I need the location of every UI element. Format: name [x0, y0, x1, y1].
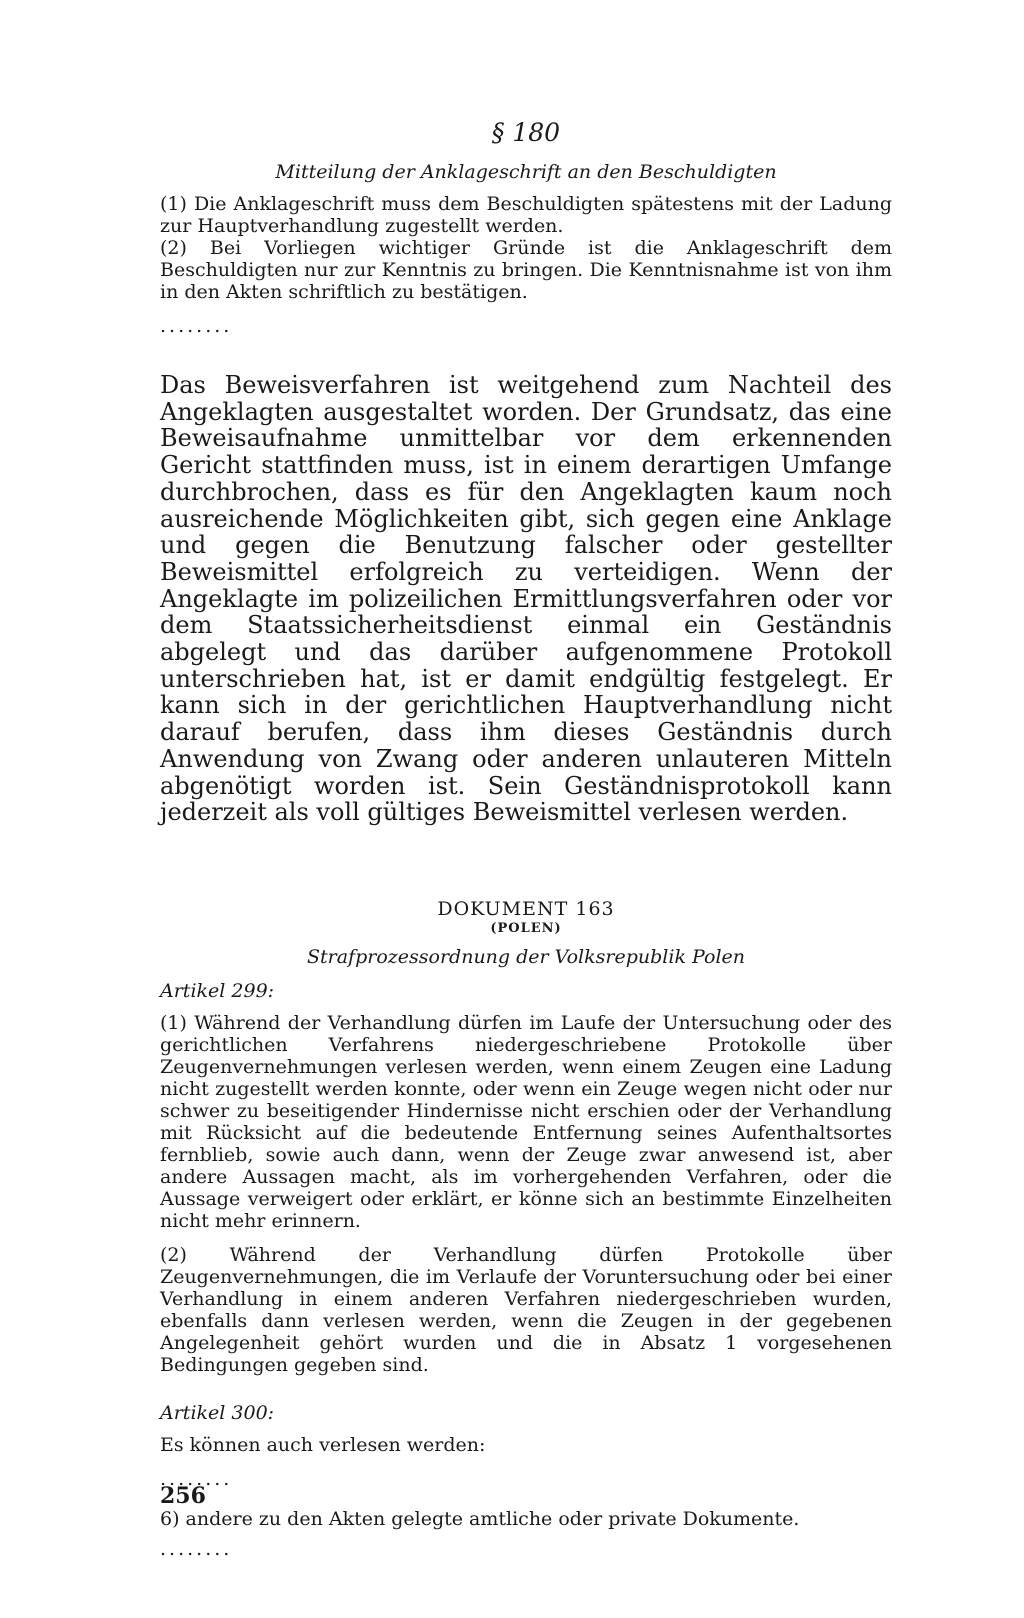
- page-number: 256: [160, 1483, 206, 1509]
- document-title: Strafprozessordnung der Volksrepublik Polen: [306, 945, 746, 968]
- commentary-paragraph: Das Beweisverfahren ist weitgehend zum Nachteil des Angeklagten ausgestaltet worden. Der Grundsatz, das eine Beweisaufnahme unmittelbar vor dem erkennenden Gericht stattfinden muss, ist in einem derartigen Umfange durchbrochen, dass es für den Angeklagten kaum noch ausreichende Möglichkeiten gibt, sich gegen eine Anklage und gegen die Benutzung falscher oder gestellter Beweismittel erfolgreich zu verteidigen. Wenn der Angeklagte im polizeilichen Ermittlungsverfahren oder vor dem Staatssicherheitsdienst einmal ein Geständnis abgelegt und das darüber aufgenommene Protokoll unterschrieben hat, ist er damit endgültig festgelegt. Er kann sich in der gerichtlichen Hauptverhandlung nicht darauf berufen, dass ihm dieses Geständnis durch Anwendung von Zwang oder anderen unlauteren Mitteln abgenötigt worden ist. Sein Geständnisprotokoll kann jederzeit als voll gültiges Beweismittel verlesen werden.: [160, 371, 892, 827]
- article-299-paragraph-1: [160, 1012, 892, 1232]
- document-country: (POLEN): [490, 920, 562, 936]
- article-299-paragraph-2: [160, 1244, 892, 1376]
- section-number: § 180: [491, 118, 561, 147]
- section-180: [160, 118, 892, 337]
- article-300-intro: Es können auch verlesen werden:: [160, 1433, 486, 1456]
- article-300-ellipsis-2: ........: [160, 1537, 233, 1560]
- section-paragraph-2: (2) Bei Vorliegen wichtiger Gründe ist die Anklageschrift dem Beschuldigten nur zur Kenntnis zu bringen. Die Kenntnisnahme ist von ihm in den Akten schriftlich zu bestätigen.: [160, 237, 892, 303]
- section-title: Mitteilung der Anklageschrift an den Beschuldigten: [275, 161, 777, 183]
- document-163: [160, 898, 892, 1560]
- article-300-label: Artikel 300:: [160, 1401, 275, 1424]
- document-heading: DOKUMENT 163: [437, 897, 615, 920]
- article-299-text-1: (1) Während der Verhandlung dürfen im Laufe der Untersuchung oder des gerichtlichen Verfahrens niedergeschriebene Protokolle über Zeugenvernehmungen verlesen werden, wenn einem Zeugen eine Ladung nicht zugestellt werden konnte, oder wenn ein Zeuge wegen nicht oder nur schwer zu beseitigender Hindernisse nicht erschien oder der Verhandlung mit Rücksicht auf die bedeutende Entfernung seines Aufenthaltsortes fernblieb, sowie auch dann, wenn der Zeuge zwar anwesend ist, aber andere Aussagen macht, als im vorhergehenden Verfahren, oder die Aussage verweigert oder erklärt, er könne sich an bestimmte Einzelheiten nicht mehr erinnern.: [160, 1011, 892, 1232]
- article-299-text-2: (2) Während der Verhandlung dürfen Protokolle über Zeugenvernehmungen, die im Verlaufe der Voruntersuchung oder bei einer Verhandlung in einem anderen Verfahren niedergeschrieben wurden, ebenfalls dann verlesen werden, wenn die Zeugen in der gegebenen Angelegenheit gehört wurden und die in Absatz 1 vorgesehenen Bedingungen gegeben sind.: [160, 1243, 892, 1376]
- article-300-ellipsis-1: ........: [160, 1467, 233, 1490]
- section-paragraph-1: (1) Die Anklageschrift muss dem Beschuldigten spätestens mit der Ladung zur Hauptverhandlung zugestellt werden.: [160, 193, 892, 237]
- article-300-item-6: 6) andere zu den Akten gelegte amtliche oder private Dokumente.: [160, 1507, 800, 1530]
- section-ellipsis: ........: [160, 315, 233, 337]
- page-content: [160, 118, 892, 1560]
- article-299-label: Artikel 299:: [160, 979, 275, 1002]
